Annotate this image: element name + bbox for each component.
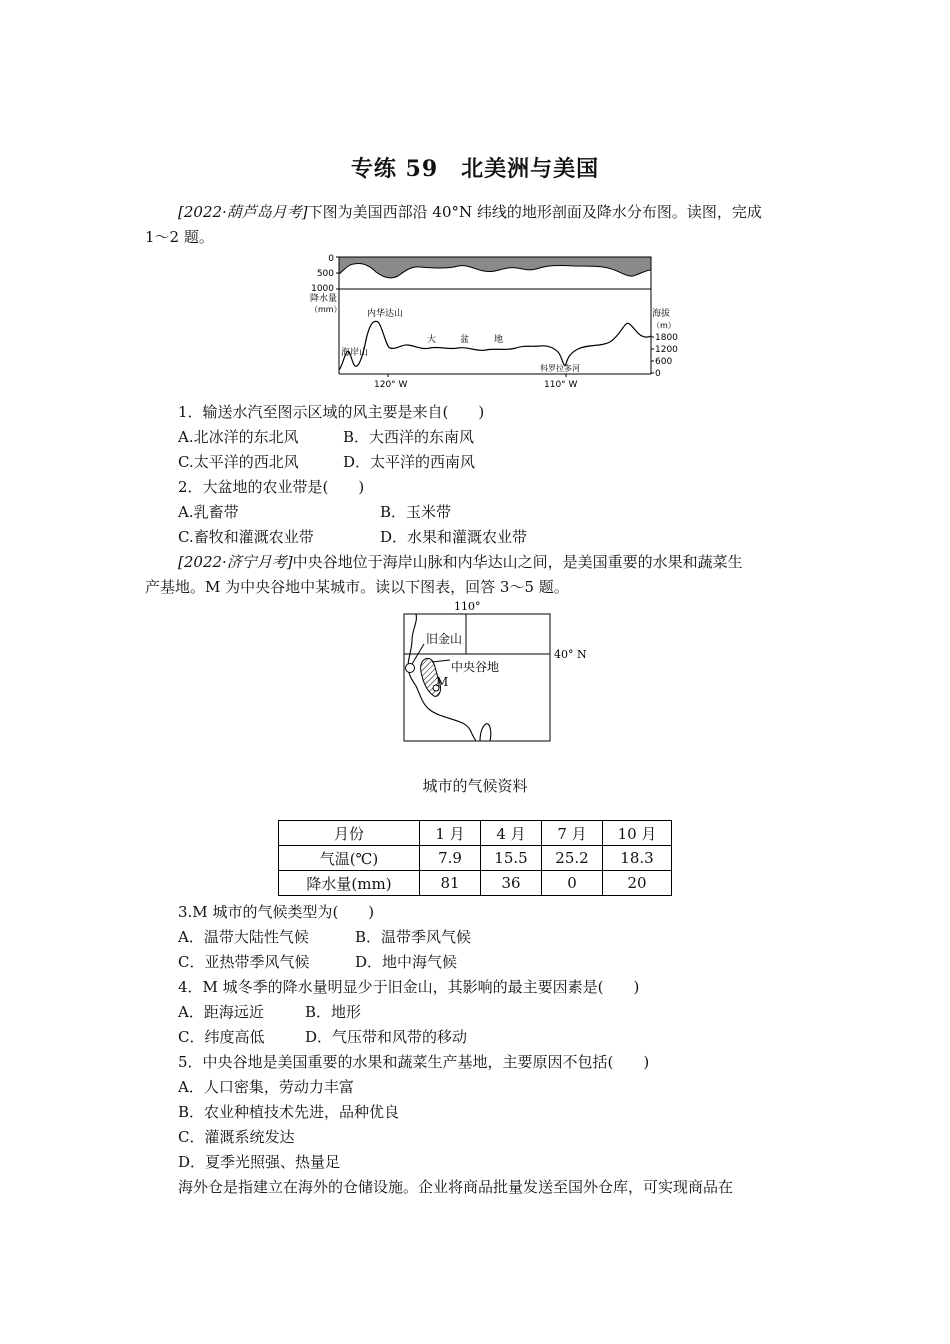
q4-option-c: C．纬度高低 — [178, 1028, 265, 1046]
elev-tick-600: 600 — [655, 357, 673, 367]
q4-option-a: A．距海远近 — [178, 1003, 264, 1021]
q3-option-a: A．温带大陆性气候 — [178, 928, 309, 946]
elev-tick-1800: 1800 — [655, 333, 678, 343]
intro-2-text: 中央谷地位于海岸山脉和内华达山之间，是美国重要的水果和蔬菜生 — [292, 553, 743, 571]
central-valley-label: 中央谷地 — [451, 660, 500, 674]
label-great-basin-1: 大 — [427, 335, 437, 345]
q3-option-d: D．地中海气候 — [355, 953, 458, 971]
q1-option-b: B．大西洋的东南风 — [343, 428, 475, 446]
precip-area — [339, 257, 651, 278]
table-header-cell: 4 月 — [481, 821, 542, 846]
q2-option-d: D．水果和灌溉农业带 — [380, 528, 528, 546]
terrain-profile-line — [339, 321, 651, 370]
q5-option-b: B．农业种植技术先进，品种优良 — [178, 1103, 400, 1121]
q3-option-c: C．亚热带季风气候 — [178, 953, 310, 971]
q1-option-d: D．太平洋的西南风 — [343, 453, 476, 471]
intro-2-line-1 — [178, 552, 743, 572]
intro-1-line-1 — [178, 202, 762, 222]
san-francisco-marker — [406, 664, 415, 673]
q5-option-c: C．灌溉系统发达 — [178, 1128, 295, 1146]
precip-tick-0: 0 — [328, 254, 334, 264]
q4-option-d: D．气压带和风带的移动 — [305, 1028, 468, 1046]
central-valley-map — [396, 600, 596, 746]
table-cell: 0 — [542, 871, 603, 896]
q5-option-a: A．人口密集，劳动力丰富 — [178, 1078, 354, 1096]
q2-stem: 2．大盆地的农业带是( ) — [178, 478, 365, 496]
elev-tick-0: 0 — [655, 369, 661, 379]
table-header-cell: 月份 — [279, 821, 420, 846]
table-cell: 81 — [420, 871, 481, 896]
label-great-basin-2: 盆 — [460, 335, 470, 345]
q5-option-d: D．夏季光照强、热量足 — [178, 1153, 341, 1171]
elev-tick-1200: 1200 — [655, 345, 678, 355]
table-caption: 城市的气候资料 — [422, 777, 528, 795]
q3-stem: 3.M 城市的气候类型为( ) — [178, 903, 375, 921]
table-cell: 20 — [603, 871, 672, 896]
q1-stem: 1．输送水汽至图示区域的风主要是来自( ) — [178, 403, 485, 421]
q2-option-b: B．玉米带 — [380, 503, 452, 521]
table-cell: 15.5 — [481, 846, 542, 871]
q4-stem: 4．M 城冬季的降水量明显少于旧金山，其影响的最主要因素是( ) — [178, 978, 640, 996]
q4-option-b: B．地形 — [305, 1003, 362, 1021]
precip-axis-label: 降水量 — [310, 294, 338, 304]
table-cell: 18.3 — [603, 846, 672, 871]
precip-axis-unit: （mm） — [310, 305, 342, 314]
table-row — [279, 846, 672, 871]
precip-tick-1000: 1000 — [311, 284, 334, 294]
page-title: 专练 59 北美洲与美国 — [350, 156, 600, 182]
q2-option-c: C.畜牧和灌溉农业带 — [178, 528, 314, 546]
label-coast-range: 海岸山 — [341, 348, 369, 358]
table-header-cell: 10 月 — [603, 821, 672, 846]
lat-label: 40° N — [554, 648, 587, 661]
q5-stem: 5．中央谷地是美国重要的水果和蔬菜生产基地，主要原因不包括( ) — [178, 1053, 650, 1071]
table-row — [279, 871, 672, 896]
table-header-cell: 7 月 — [542, 821, 603, 846]
city-m-label: M — [436, 675, 449, 689]
label-great-basin-3: 地 — [494, 335, 504, 345]
table-header-row — [279, 821, 672, 846]
san-francisco-label: 旧金山 — [426, 632, 463, 646]
x-tick-120w: 120° W — [374, 380, 408, 390]
central-valley-pointer — [432, 660, 450, 662]
intro-2-line-2: 产基地。M 为中央谷地中某城市。读以下图表，回答 3～5 题。 — [145, 578, 569, 596]
climate-table — [278, 820, 672, 896]
label-sierra-nevada: 内华达山 — [367, 309, 404, 319]
table-cell: 降水量(mm) — [279, 871, 420, 896]
precip-tick-500: 500 — [316, 269, 334, 279]
x-tick-110w: 110° W — [544, 380, 578, 390]
label-colorado-river: 科罗拉多河 — [540, 364, 580, 373]
table-cell: 36 — [481, 871, 542, 896]
table-cell: 25.2 — [542, 846, 603, 871]
intro-1-line-2: 1～2 题。 — [145, 228, 214, 246]
elev-axis-label: 海拔 — [652, 309, 671, 319]
intro-1-text: 下图为美国西部沿 40°N 纬线的地形剖面及降水分布图。读图，完成 — [307, 203, 762, 221]
table-cell: 7.9 — [420, 846, 481, 871]
q3-option-b: B．温带季风气候 — [355, 928, 472, 946]
lon-label: 110° — [454, 600, 481, 613]
trailing-paragraph: 海外仓是指建立在海外的仓储设施。企业将商品批量发送至国外仓库，可实现商品在 — [178, 1178, 734, 1196]
q2-option-a: A.乳畜带 — [178, 503, 239, 521]
elev-axis-unit: （m） — [652, 321, 676, 330]
terrain-precipitation-profile — [308, 252, 678, 392]
source-tag-2: [2022·济宁月考] — [178, 553, 293, 571]
table-cell: 气温(℃) — [279, 846, 420, 871]
q1-option-a: A.北冰洋的东北风 — [178, 428, 299, 446]
q1-option-c: C.太平洋的西北风 — [178, 453, 299, 471]
source-tag-1: [2022·葫芦岛月考] — [178, 203, 308, 221]
table-header-cell: 1 月 — [420, 821, 481, 846]
